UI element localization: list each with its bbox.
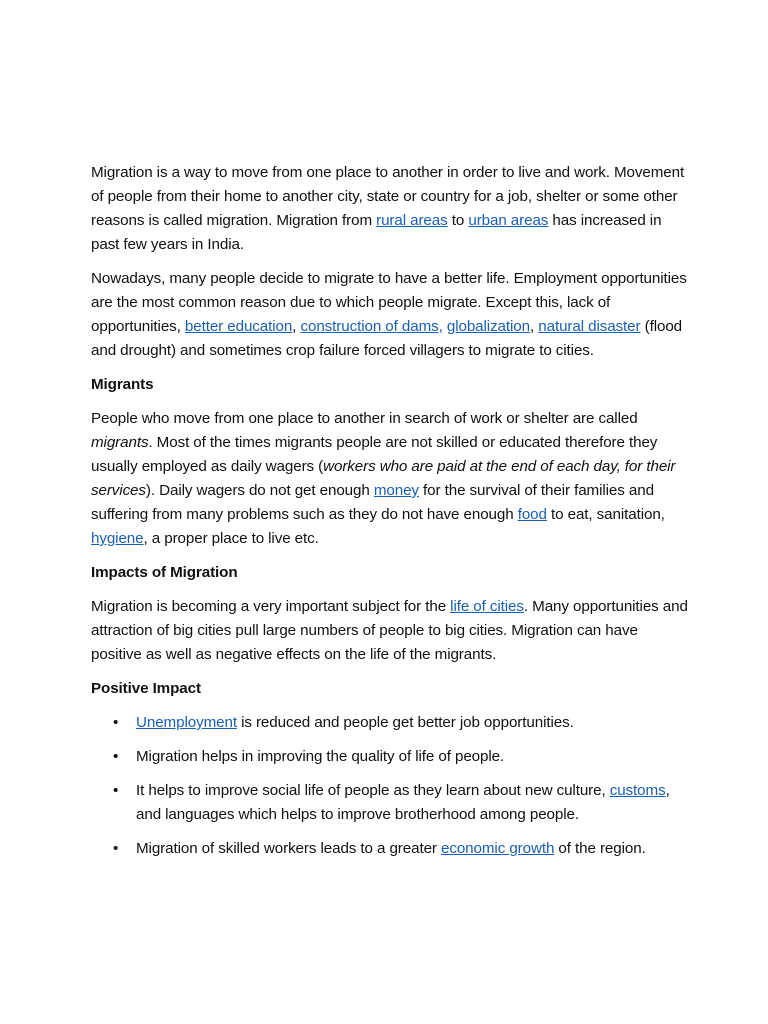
link-unemployment[interactable]: Unemployment [136, 714, 237, 731]
list-item: • Migration helps in improving the quality of life of people. [91, 745, 691, 769]
link-globalization[interactable]: globalization [446, 318, 530, 335]
link-money[interactable]: money [373, 482, 419, 499]
list-item: • Migration of skilled workers leads to a greater economic growth of the region. [91, 837, 691, 861]
bullet-icon: • [113, 782, 119, 799]
heading-migrants: Migrants [91, 376, 154, 393]
list-item: • It helps to improve social life of people as they learn about new culture, customs, and languages which helps to improve brotherhood among people. [91, 779, 691, 827]
intro-paragraph: Migration is a way to move from one place to another in order to live and work. Movement of people from their home to another city, state or country for a job, shelter or some other reasons is called migration. Migration from rural areas to urban areas has increased in past few years in India. [91, 164, 685, 253]
link-customs[interactable]: customs [609, 782, 666, 799]
link-construction-of-dams[interactable]: construction of dams, [300, 318, 443, 335]
link-life-of-cities[interactable]: life of cities [450, 598, 524, 615]
impacts-paragraph: Migration is becoming a very important subject for the life of cities. Many opportunities and attraction of big cities pull large numbers of people to big cities. Migration can have positive as well as negative effects on the life of the migrants. [91, 598, 688, 663]
link-urban-areas[interactable]: urban areas [468, 212, 549, 229]
bullet-icon: • [113, 714, 119, 731]
link-better-education[interactable]: better education [184, 318, 293, 335]
bullet-icon: • [113, 840, 119, 857]
heading-impacts-of-migration: Impacts of Migration [91, 564, 238, 581]
link-natural-disaster[interactable]: natural disaster [538, 318, 641, 335]
bullet-icon: • [113, 748, 119, 765]
positive-impact-list [91, 711, 691, 861]
reasons-paragraph: Nowadays, many people decide to migrate to have a better life. Employment opportunities are the most common reason due to which people migrate. Except this, lack of opportunities, better education, construction of dams, globalization, natural disaster (flood and drought) and sometimes crop failure forced villagers to migrate to cities. [91, 270, 687, 359]
migrants-paragraph: People who move from one place to another in search of work or shelter are called migrants. Most of the times migrants people are not skilled or educated therefore they usually employed as daily wagers (workers who are paid at the end of each day, for their services). Daily wagers do not get enough money for the survival of their families and suffering from many problems such as they do not have enough food to eat, sanitation, hygiene, a proper place to live etc. [91, 410, 676, 547]
document-body [91, 161, 691, 871]
heading-positive-impact: Positive Impact [91, 680, 201, 697]
link-rural-areas[interactable]: rural areas [376, 212, 448, 229]
link-economic-growth[interactable]: economic growth [441, 840, 555, 857]
list-item: • Unemployment is reduced and people get better job opportunities. [91, 711, 691, 735]
link-food[interactable]: food [517, 506, 547, 523]
link-hygiene[interactable]: hygiene [91, 530, 144, 547]
